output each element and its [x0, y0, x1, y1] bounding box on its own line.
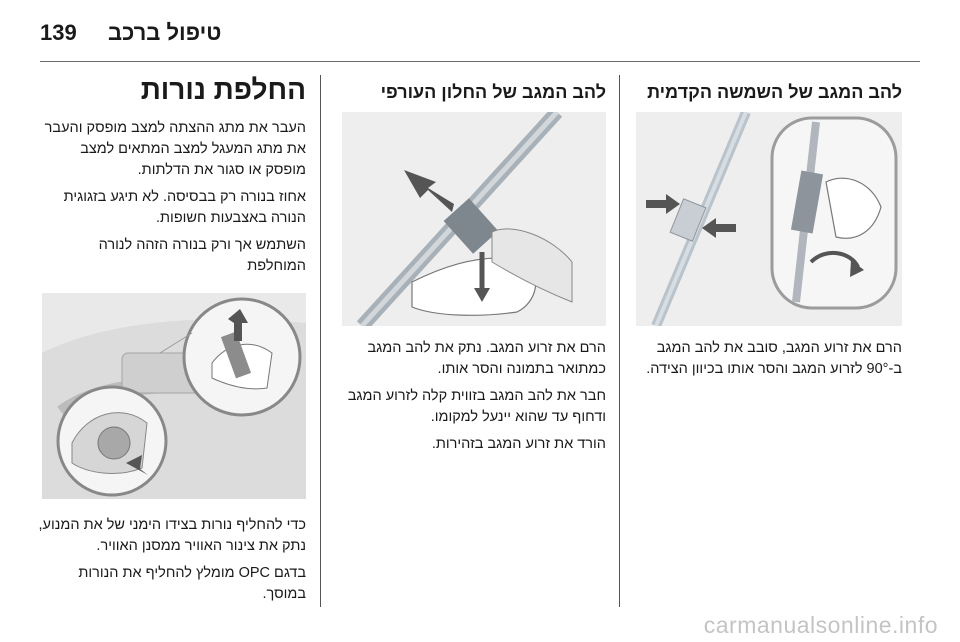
header-divider — [40, 61, 920, 62]
bulb-instruction-2: אחוז בנורה רק בבסיסה. לא תיגע בזגוגית הנורה באצבעות חשופות. — [63, 189, 306, 226]
windscreen-instruction-1: הרם את זרוע המגב, סובב את להב המגב ב-90° לזרוע המגב והסר אותו בכיוון הצידה. — [646, 340, 902, 377]
rear-instruction-2: חבר את להב המגב בזווית קלה לזרוע המגב ודחוף עד שהוא יינעל למקומו. — [347, 388, 606, 425]
bulb-instruction-3: השתמש אך ורק בנורה הזהה לנורה המוחלפת — [98, 237, 306, 274]
bulb-instruction-1: העבר את מתג ההצתה למצב מופסק והעבר את מתג המעגל למצב המתאים למצב מופסק או סגור את הדלתות. — [44, 120, 306, 178]
section-title: טיפול ברכב — [108, 20, 222, 45]
section-heading-rear: להב המגב של החלון העורפי — [380, 82, 606, 102]
rear-instruction-1: הרם את זרוע המגב. נתק את להב המגב כמתואר בתמונה והסר אותו. — [367, 340, 606, 377]
column-windscreen-wiper — [632, 80, 902, 386]
rear-wiper-illustration — [342, 112, 606, 326]
watermark-text: carmanualsonline.info — [703, 612, 938, 638]
section-heading-bulbs: החלפת נורות — [140, 74, 306, 105]
windscreen-wiper-illustration — [636, 112, 902, 326]
column-bulb-replacement — [38, 72, 306, 611]
bulb-instruction-4: כדי להחליף נורות בצידו הימני של את המנוע, נתק את צינור האוויר ממסנן האוויר. — [38, 517, 306, 554]
column-rear-wiper — [334, 80, 606, 461]
column-divider-left — [320, 75, 321, 607]
bulb-instruction-5: בדגם OPC מומלץ להחליף את הנורות במוסך. — [78, 565, 306, 602]
rear-instruction-3: הורד את זרוע המגב בזהירות. — [431, 436, 606, 452]
page-header — [40, 12, 920, 52]
page-number: 139 — [40, 20, 77, 45]
engine-bay-illustration — [42, 293, 306, 499]
section-heading-windscreen: להב המגב של השמשה הקדמית — [647, 82, 902, 102]
column-divider-right — [619, 75, 620, 607]
